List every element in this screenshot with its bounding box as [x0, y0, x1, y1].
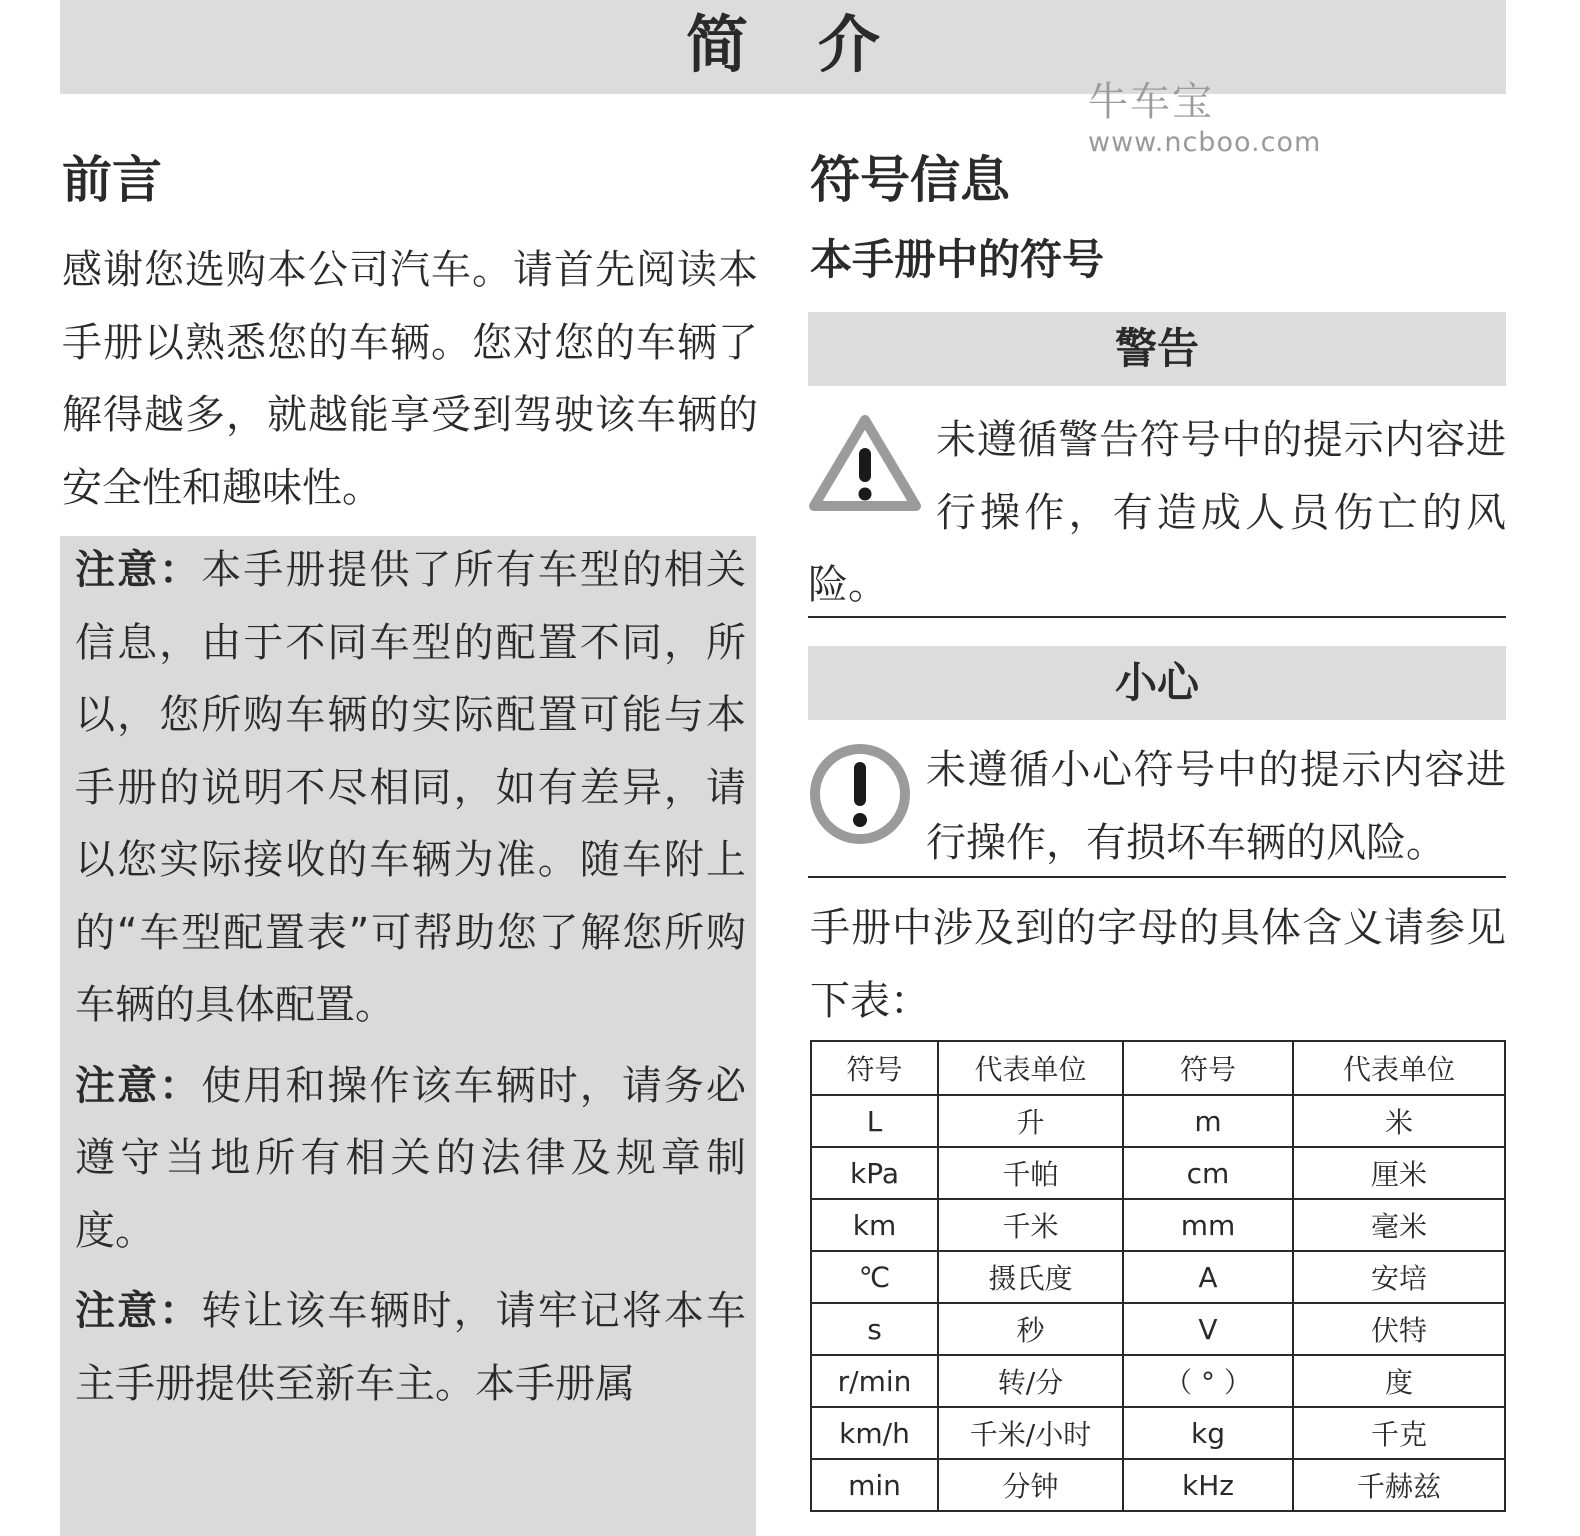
table-cell: 千克 — [1293, 1407, 1505, 1459]
table-cell: 转/分 — [938, 1355, 1123, 1407]
table-header-row — [811, 1041, 1505, 1095]
foreword-intro: 感谢您选购本公司汽车。请首先阅读本手册以熟悉您的车辆。您对您的车辆了解得越多，就越能享受到驾驶该车辆的安全性和趣味性。 — [62, 247, 758, 511]
table-cell: 千帕 — [938, 1147, 1123, 1199]
table-cell: 安培 — [1293, 1251, 1505, 1303]
watermark-name: 牛车宝 — [1088, 79, 1214, 125]
note-label: 注意： — [75, 1062, 202, 1109]
warning-title-band — [808, 312, 1506, 386]
header-unit: 代表单位 — [1293, 1041, 1505, 1095]
table-cell: V — [1123, 1303, 1293, 1355]
note-paragraph — [75, 1050, 746, 1268]
table-cell: 度 — [1293, 1355, 1505, 1407]
symbols-heading: 符号信息 — [810, 151, 1010, 209]
notes-box — [60, 536, 756, 1536]
note-paragraph — [75, 1275, 746, 1420]
page-title: 简介 — [685, 8, 950, 81]
table-cell: ℃ — [811, 1251, 938, 1303]
table-cell: 秒 — [938, 1303, 1123, 1355]
note-paragraph — [75, 534, 746, 1042]
table-cell: 厘米 — [1293, 1147, 1505, 1199]
table-row — [811, 1147, 1505, 1199]
symbols-section — [810, 140, 1506, 290]
caution-title: 小心 — [1114, 658, 1199, 707]
caution-title-band — [808, 646, 1506, 720]
symbols-subheading: 本手册中的符号 — [810, 235, 1105, 284]
table-cell: 米 — [1293, 1095, 1505, 1147]
table-cell: m — [1123, 1095, 1293, 1147]
table-cell: 毫米 — [1293, 1199, 1505, 1251]
table-cell: 千米/小时 — [938, 1407, 1123, 1459]
caution-message — [808, 734, 1506, 879]
warning-message — [808, 404, 1506, 622]
table-cell: 升 — [938, 1095, 1123, 1147]
table-cell: km/h — [811, 1407, 938, 1459]
exclamation-circle-icon — [808, 742, 912, 870]
table-cell: 伏特 — [1293, 1303, 1505, 1355]
table-cell: kg — [1123, 1407, 1293, 1459]
table-cell: cm — [1123, 1147, 1293, 1199]
header-unit: 代表单位 — [938, 1041, 1123, 1095]
table-cell: s — [811, 1303, 938, 1355]
table-cell: L — [811, 1095, 938, 1147]
table-cell: r/min — [811, 1355, 938, 1407]
table-cell: 分钟 — [938, 1459, 1123, 1511]
table-cell: kPa — [811, 1147, 938, 1199]
foreword-section — [62, 140, 758, 524]
table-row — [811, 1459, 1505, 1511]
table-cell: km — [811, 1199, 938, 1251]
table-row — [811, 1355, 1505, 1407]
note-text: 本手册提供了所有车型的相关信息，由于不同车型的配置不同，所以，您所购车辆的实际配置可能与本手册的说明不尽相同，如有差异，请以您实际接收的车辆为准。随车附上的“车型配置表”可帮助您了解您所购车辆的具体配置。 — [75, 547, 747, 1028]
warning-triangle-icon — [808, 412, 922, 538]
table-cell: 千赫兹 — [1293, 1459, 1505, 1511]
note-label: 注意： — [75, 1288, 202, 1334]
table-cell: 摄氏度 — [938, 1251, 1123, 1303]
table-cell: kHz — [1123, 1459, 1293, 1511]
table-row — [811, 1303, 1505, 1355]
table-row — [811, 1407, 1505, 1459]
units-table — [810, 1040, 1506, 1512]
table-intro: 手册中涉及到的字母的具体含义请参见下表： — [810, 905, 1506, 1024]
table-cell: A — [1123, 1251, 1293, 1303]
warning-text: 未遵循警告符号中的提示内容进行操作，有造成人员伤亡的风险。 — [808, 417, 1506, 608]
table-row — [811, 1199, 1505, 1251]
header-symbol: 符号 — [1123, 1041, 1293, 1095]
table-cell: 千米 — [938, 1199, 1123, 1251]
header-symbol: 符号 — [811, 1041, 938, 1095]
caution-text: 未遵循小心符号中的提示内容进行操作，有损坏车辆的风险。 — [926, 747, 1506, 866]
table-cell: mm — [1123, 1199, 1293, 1251]
note-label: 注意： — [75, 547, 202, 593]
note-text: 使用和操作该车辆时，请务必遵守当地所有相关的法律及规章制度。 — [75, 1062, 747, 1254]
warning-title: 警告 — [1114, 324, 1199, 373]
warning-divider — [808, 616, 1506, 618]
table-row — [811, 1095, 1505, 1147]
foreword-heading: 前言 — [62, 151, 162, 209]
table-cell: min — [811, 1459, 938, 1511]
table-cell: （ ° ） — [1123, 1355, 1293, 1407]
note-text: 转让该车辆时，请牢记将本车主手册提供至新车主。本手册属 — [75, 1288, 747, 1407]
table-row — [811, 1251, 1505, 1303]
watermark-url: www.ncboo.com — [1088, 127, 1322, 158]
caution-divider — [808, 876, 1506, 878]
